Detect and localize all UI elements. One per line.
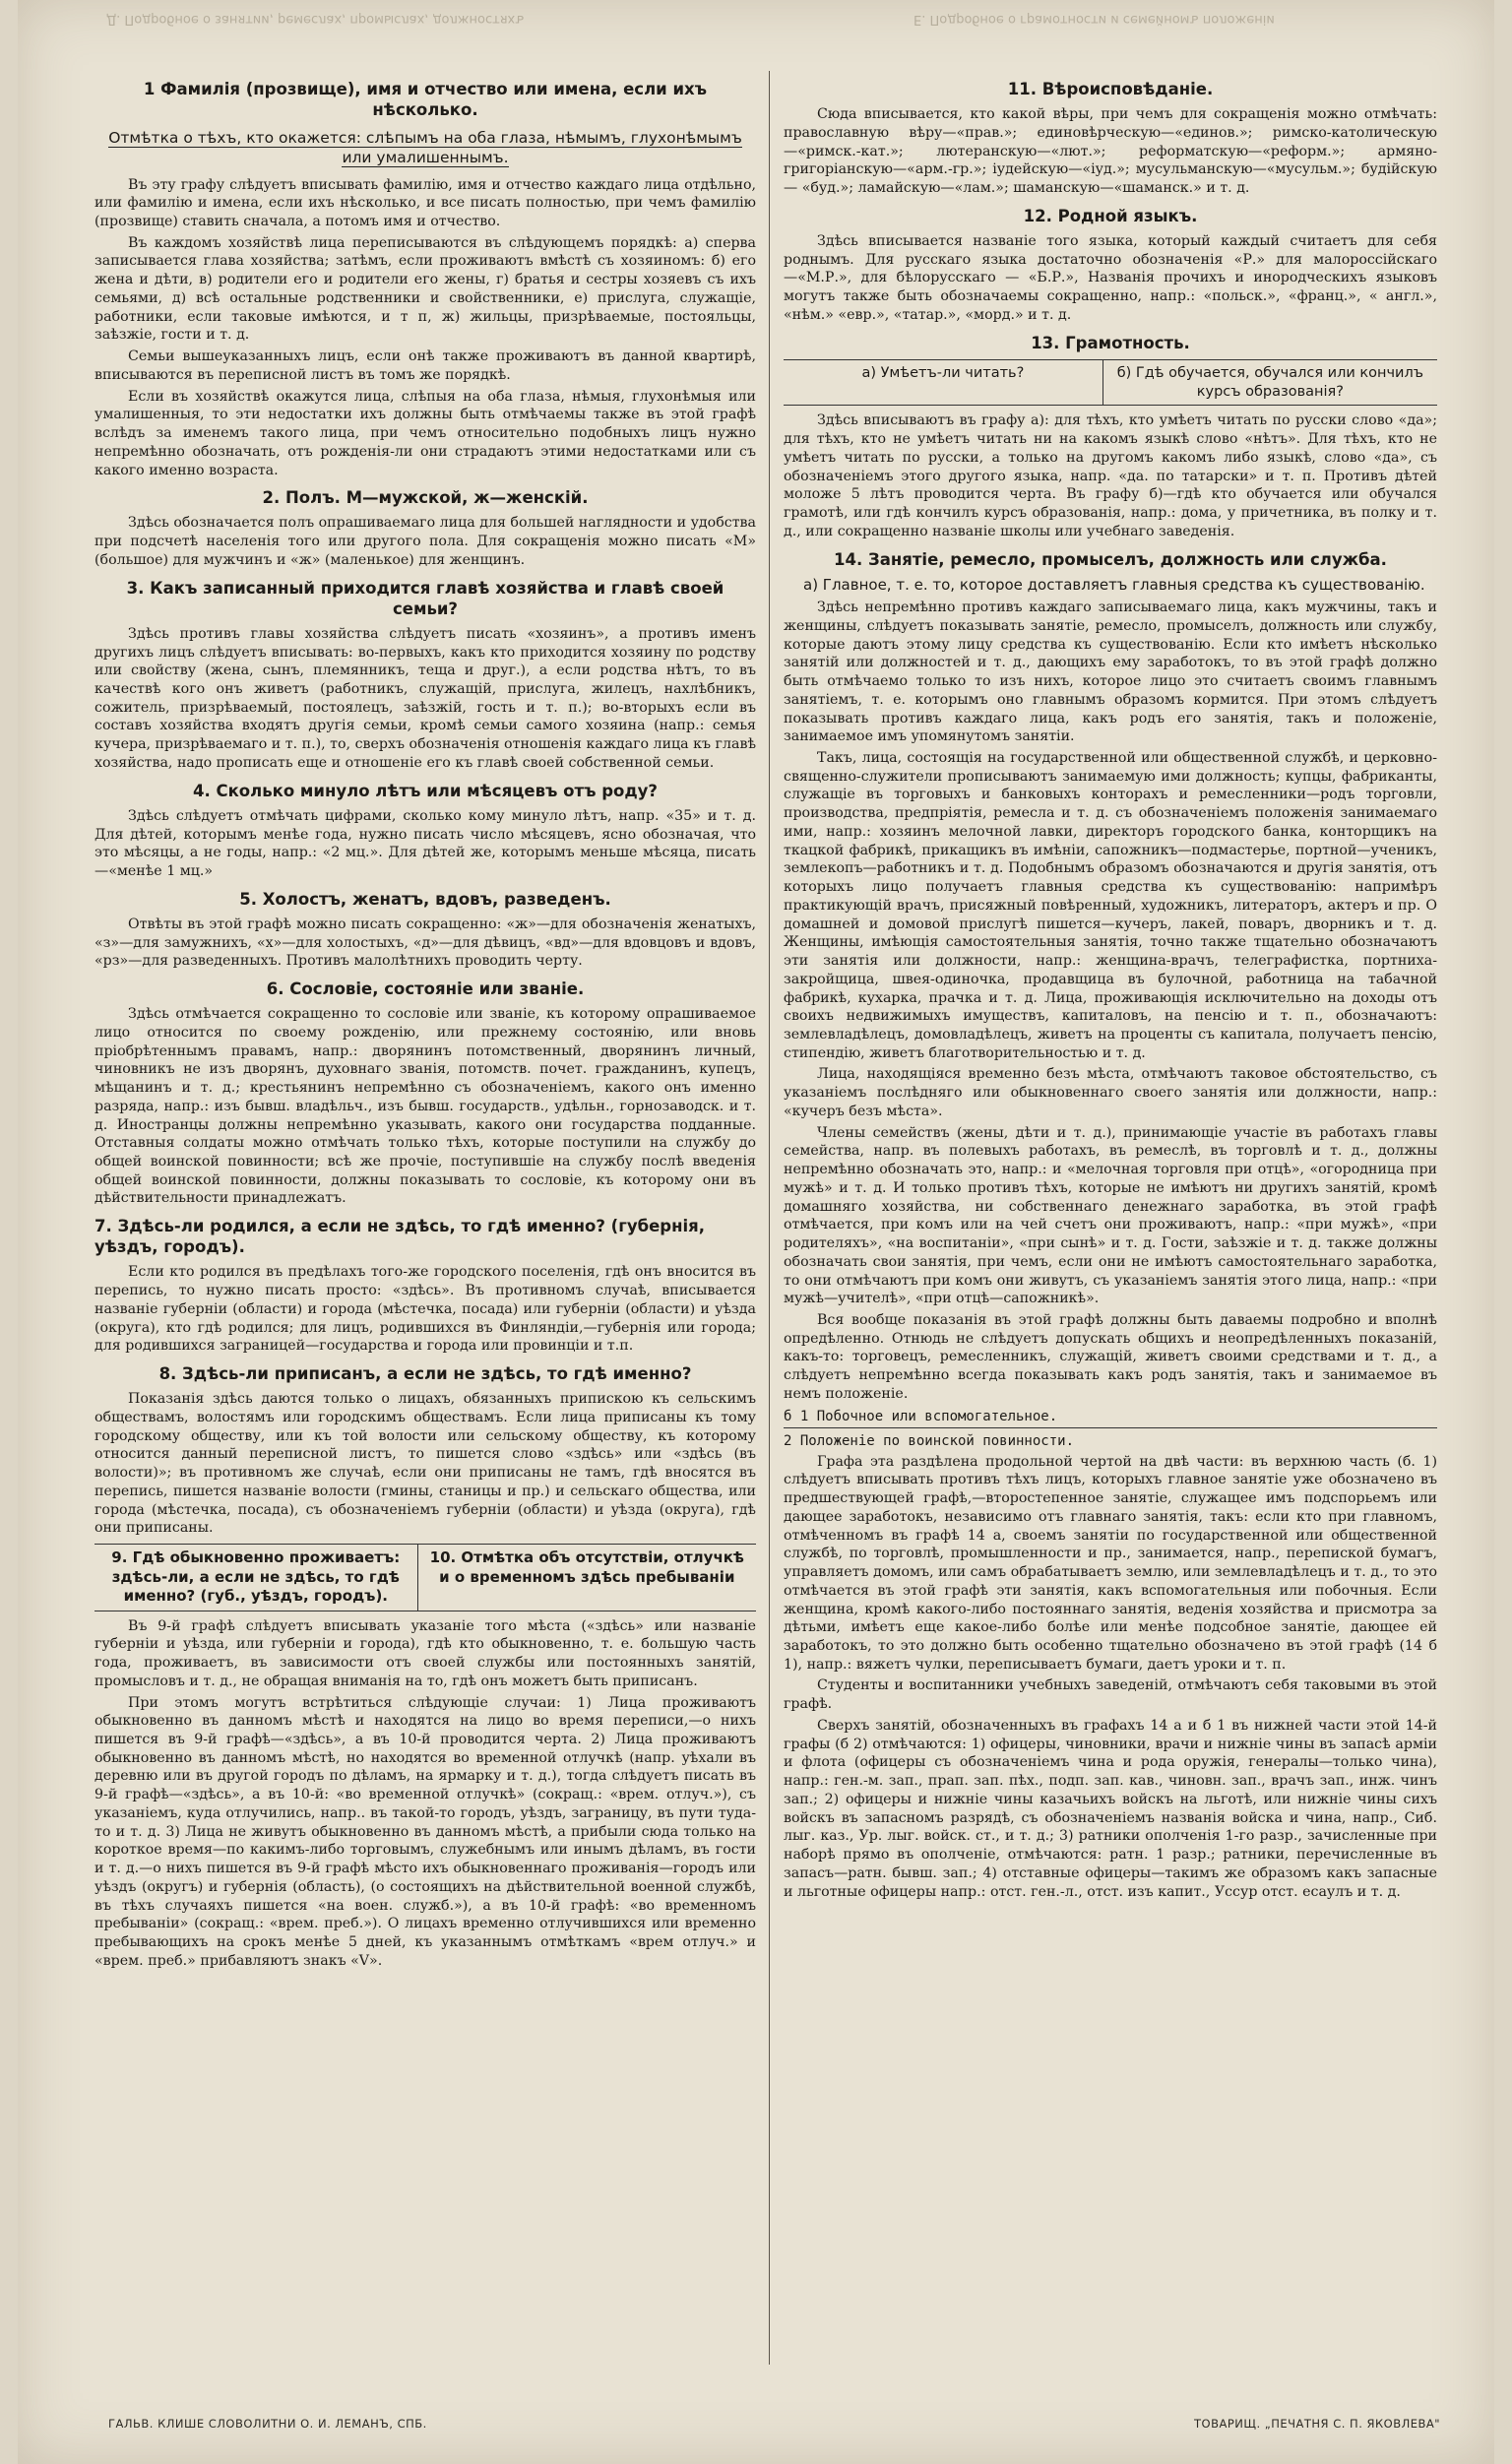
section-13-b: б) Гдѣ обучается, обучался или кончилъ курсъ образованія? — [1116, 364, 1423, 400]
section-3-paragraph: Здѣсь противъ главы хозяйства слѣдуетъ писать «хозяинъ», а противъ именъ другихъ лицъ слѣдуетъ вписывать: во-первыхъ, какъ кто приходится хозяину по родству или свойству (жена, сынъ, племянникъ, теща и друг.), а если родства нѣтъ, то въ качествѣ кого онъ живетъ (работникъ, служащій, прислуга, жилецъ, нахлѣбникъ, сожитель, призрѣваемый, постоялецъ, заѣзжій, гость и т. п.); во-вторыхъ если въ составъ хозяйства входятъ другія семьи, кромѣ семьи самого хозяина (напр.: семья кучера, призрѣваемаго и т. п.), то, сверхъ обозначенія отношенія каждаго лица къ главѣ хозяйства, надо прописать еще и отношеніе его къ главѣ своей собственной семьи. — [94, 625, 756, 771]
section-1-title: 1 Фамилія (прозвище), имя и отчество или имена, если ихъ нѣсколько. — [143, 80, 708, 120]
section-13-subheader — [784, 359, 1437, 407]
section-14-paragraph: Такъ, лица, состоящія на государственной или общественной службѣ, и церковно-священно-служители прописываютъ занимаемую ими должность; купцы, фабриканты, служащіе въ торговыхъ и банковыхъ конторахъ и ремесленники—родъ торговли, производства, предпріятія, ремесла и т. д. съ обозначеніемъ положенія занимаемаго ими, напр.: хозяинъ мелочной лавки, директоръ городского банка, конторщикъ на ткацкой фабрикѣ, прикащикъ въ имѣніи, сапожникъ—подмастерье, портной—ученикъ, землекопъ—работникъ и т. д. Подобнымъ образомъ обозначаются и другія занятія, отъ которыхъ лицо получаетъ главныя средства къ существованію: напримѣръ практикующій врачъ, присяжный повѣренный, художникъ, литераторъ, актеръ и пр. О домашней и домовой прислугѣ пишется—кучеръ, лакей, поваръ, дворникъ и т. д. Женщины, имѣющія самостоятельныя занятія, точно также тщательно обозначаютъ эти занятія или должности, напр.: женщина-врачъ, телеграфистка, портниха-закройщица, швея-одиночка, продавщица въ булочной, работница на табачной фабрикѣ, кухарка, прачка и т. д. Лица, проживающія исключительно на доходы отъ своихъ недвижимыхъ имуществъ, капиталовъ, на пенсію и т. п., обозначаютъ: землевладѣлецъ, домовладѣлецъ, живетъ на проценты съ капитала, получаетъ пенсію, стипендію, живетъ благотворительностью и т. д. — [784, 749, 1437, 1061]
bleed-text-right: Е. Подробное о грамотности и семейномъ положеніи — [914, 12, 1275, 27]
section-14-b1-head: б 1 Побочное или вспомогательное. — [784, 1408, 1437, 1428]
section-10-title: 10. Отмѣтка объ отсутствіи, отлучкѣ и о временномъ здѣсь пребываніи — [429, 1548, 744, 1586]
section-13-title: 13. Грамотность. — [1031, 333, 1190, 352]
section-6-title: 6. Сословіе, состояніе или званіе. — [266, 979, 585, 999]
section-2-paragraph: Здѣсь обозначается полъ опрашиваемаго лица для большей наглядности и удобства при подсчетѣ населенія того или другого пола. Для сокращенія можно писать «М» (большое) для мужчинъ и «ж» (маленькое) для женщинъ. — [94, 515, 756, 568]
printer-credit-right: ТОВАРИЩ. „ПЕЧАТНЯ С. П. ЯКОВЛЕВА" — [1194, 2417, 1441, 2431]
section-2-title: 2. Полъ. М—мужской, ж—женскій. — [262, 488, 589, 508]
bleed-text-left: Д. Подробное о занятии, ремеслах, промыслах, должностяхъ — [106, 12, 525, 27]
section-1-note — [94, 128, 756, 167]
section-1-paragraph: Если въ хозяйствѣ окажутся лица, слѣпыя на оба глаза, нѣмыя, глухонѣмыя или умалишенныя, то эти недостатки ихъ должны быть отмѣчаемы также въ этой графѣ вслѣдъ за именемъ такого лица, при чемъ относительно подобныхъ лицъ нужно непремѣнно обозначать, отъ рожденія-ли они страдаютъ этими недостатками или съ какого именно возраста. — [94, 388, 756, 478]
section-14-paragraph: Здѣсь непремѣнно противъ каждаго записываемаго лица, какъ мужчины, такъ и женщины, слѣдуетъ показывать занятіе, ремесло, промыселъ, должность или службу, которые даютъ этому лицу средства къ существованію. Если кто имѣетъ нѣсколько занятій или должностей и т. д., дающихъ ему заработокъ, то въ этой графѣ должно быть отмѣчаемо только то изъ нихъ, которое лицо это считаетъ своимъ главнымъ занятіемъ, т. е. которымъ оно главнымъ образомъ кормится. При этомъ слѣдуетъ показывать противъ каждаго лица, какъ родъ его занятія, такъ и положеніе, занимаемое имъ упомянутомъ занятіи. — [784, 600, 1437, 745]
section-1-paragraph: Въ эту графу слѣдуетъ вписывать фамилію, имя и отчество каждаго лица отдѣльно, или фамилію и имена, если ихъ нѣсколько, и все писать полностью, при чемъ фамилію (прозвище) ставить сначала, а потомъ имя и отчество. — [94, 176, 756, 229]
section-5-paragraph: Отвѣты въ этой графѣ можно писать сокращенно: «ж»—для обозначенія женатыхъ, «з»—для замужнихъ, «х»—для холостыхъ, «д»—для дѣвицъ, «вд»—для вдовцовъ и вдовъ, «рз»—для разведенныхъ. Противъ малолѣтнихъ проводить черту. — [94, 916, 756, 970]
section-11-title: 11. Вѣроисповѣданіе. — [1007, 80, 1214, 98]
section-14-paragraph: Студенты и воспитанники учебныхъ заведеній, отмѣчаютъ себя таковыми въ этой графѣ. — [784, 1677, 1437, 1713]
section-14-paragraph: Вся вообще показанія въ этой графѣ должны быть даваемы подробно и вполнѣ опредѣленно. Отнюдь не слѣдуетъ допускать общихъ и неопредѣленныхъ показаній, какъ-то: торговецъ, ремесленникъ, служащій, живетъ своими средствами и т. д., а слѣдуетъ непремѣнно всегда показывать какъ родъ занятія, такъ и занимаемое въ немъ положеніе. — [784, 1312, 1437, 1402]
section-14-b2-head: 2 Положеніе по воинской повинности. — [784, 1433, 1075, 1450]
section-14-subhead: а) Главное, т. е. то, которое доставляетъ главныя средства къ существованію. — [803, 575, 1425, 594]
section-8-title: 8. Здѣсь-ли приписанъ, а если не здѣсь, то гдѣ именно? — [158, 1364, 692, 1384]
census-instruction-sheet — [18, 0, 1494, 2464]
column-divider — [769, 71, 770, 2365]
section-1-paragraph: Семьи вышеуказанныхъ лицъ, если онѣ также проживаютъ въ данной квартирѣ, вписываются въ переписной листъ въ томъ же порядкѣ. — [94, 348, 756, 383]
section-4-paragraph: Здѣсь слѣдуетъ отмѣчать цифрами, сколько кому минуло лѣтъ, напр. «35» и т. д. Для дѣтей, которымъ менѣе года, нужно писать число мѣсяцевъ, ясно обозначая, что это мѣсяцы, а не годы, напр.: «2 мц.». Для дѣтей же, которымъ меньше мѣсяца, писать—«менѣе 1 мц.» — [94, 807, 756, 879]
section-6-paragraph: Здѣсь отмѣчается сокращенно то сословіе или званіе, къ которому опрашиваемое лицо относится по своему рожденію, или прежнему состоянію, или вновь пріобрѣтеннымъ правамъ, напр.: дворянинъ потомственный, дворянинъ личный, чиновникъ не изъ дворянъ, духовнаго званія, потомств. почет. гражданинъ, купецъ, мѣщанинъ и т. д.; крестьянинъ непремѣнно съ обозначеніемъ, какого онъ именно разряда, напр.: изъ бывш. владѣльч., изъ бывш. государств., удѣльн., горнозаводск. и т. д. Иностранцы должны непремѣнно указывать, какого они государства подданные. Отставныя солдаты можно отмѣчать только тѣхъ, которые поступили на службу до общей воинской повинности; всѣ же прочіе, поступившіе на службу послѣ введенія общей воинской повинности, должны показывать то сословіе, къ которому они въ дѣйствительности принадлежатъ. — [94, 1006, 756, 1207]
section-9-paragraph: Въ 9-й графѣ слѣдуетъ вписывать указаніе того мѣста («здѣсь» или названіе губерніи и уѣзда, или губерніи и города), гдѣ кто обыкновенно, т. е. большую часть года, проживаетъ, въ зависимости отъ своей службы или постоянныхъ занятій, промысловъ и т. д., не обращая вниманія на то, гдѣ онъ можетъ быть приписанъ. — [94, 1617, 756, 1689]
section-7-title: 7. Здѣсь-ли родился, а если не здѣсь, то гдѣ именно? (губернія, уѣздъ, городъ). — [94, 1217, 706, 1257]
section-14-paragraph: Лица, находящіяся временно безъ мѣста, отмѣчаютъ таковое обстоятельство, съ указаніемъ послѣдняго или обыкновеннаго своего занятія или должности, напр.: «кучеръ безъ мѣста». — [784, 1066, 1437, 1119]
left-column — [94, 71, 756, 2384]
section-14-paragraph: Члены семействъ (жены, дѣти и т. д.), принимающіе участіе въ работахъ главы семейства, напр. въ полевыхъ работахъ, въ ремеслѣ, въ торговлѣ и т. д., должны непремѣнно обозначать это, напр.: и «мелочная торговля при отцѣ», «огородница при мужѣ» и т. д. И только противъ тѣхъ, которые не имѣютъ ни другихъ занятій, кромѣ домашняго хозяйства, ни собственнаго денежнаго заработка, въ этой графѣ отмѣчается, при комъ или на чей счетъ они проживаютъ, напр.: «при мужѣ», «при родителяхъ», «на воспитаніи», «при сынѣ» и т. д. Гости, заѣзжіе и т. д. также должны обозначать свои занятія, при чемъ, если они не имѣютъ самостоятельнаго заработка, то они отмѣчаютъ при комъ они живутъ, съ указаніемъ занятія этого лица, напр.: «при мужѣ—учителѣ», «при отцѣ—сапожникѣ». — [784, 1124, 1437, 1307]
section-12-paragraph: Здѣсь вписывается названіе того языка, который каждый считаетъ для себя роднымъ. Для русскаго языка достаточно обозначенія «Р.» для малороссійскаго—«М.Р.», для бѣлорусскаго — «Б.Р.», Названія прочихъ и инородческихъ языковъ могутъ также быть обозначаемы сокращенно, напр.: «польск.», «франц.», « англ.», «нѣм.» «евр.», «татар.», «морд.» и т. д. — [784, 232, 1437, 323]
section-4-title: 4. Сколько минуло лѣтъ или мѣсяцевъ отъ роду? — [192, 781, 659, 800]
section-11-paragraph: Сюда вписывается, кто какой вѣры, при чемъ для сокращенія можно отмѣчать: православную вѣру—«прав.»; единовѣрческую—«единов.»; римско-католическую—«римск.-кат.»; лютеранскую—«лют.»; реформатскую—«реформ.»; армяно-григоріанскую—«арм.-гр.»; іудейскую—«іуд.»; мусульманскую—«мусульм.»; будійскую — «буд.»; ламайскую—«лам.»; шаманскую—«шаманск.» и т. д. — [784, 106, 1437, 197]
section-1-note-text: Отмѣтка о тѣхъ, кто окажется: слѣпымъ на оба глаза, нѣмымъ, глухонѣмымъ или умалишеннымъ. — [108, 129, 742, 167]
section-9-paragraph: При этомъ могутъ встрѣтиться слѣдующіе случаи: 1) Лица проживаютъ обыкновенно въ данномъ мѣстѣ и находятся на лицо во время переписи,—о нихъ пишется въ 9-й графѣ—«здѣсь», а въ 10-й проводится черта. 2) Лица проживаютъ обыкновенно въ данномъ мѣстѣ, но находятся во временной отлучкѣ (напр. уѣхали въ деревню или въ другой городъ по дѣламъ, на ярмарку и т. д.), тогда слѣдуетъ писать въ 9-й графѣ—«здѣсь», а въ 10-й: «во временной отлучкѣ» (сокращ.: «врем. отлуч.»), съ указаніемъ, куда отлучились, напр.. въ такой-то городъ, уѣздъ, заграницу, въ пути туда-то и т. д. 3) Лица не живутъ обыкновенно въ данномъ мѣстѣ, а прибыли сюда только на короткое время—по какимъ-либо торговымъ, служебнымъ или инымъ дѣламъ, въ гости и т. д.—о нихъ пишется въ 9-й графѣ мѣсто ихъ обыкновеннаго проживанія—городъ или уѣздъ (округъ) и губернія (область), (о состоящихъ на дѣйствительной военной службѣ, въ тѣхъ случаяхъ пишется «на воен. служб.»), а въ 10-й графѣ: «во временномъ пребываніи» (сокращ.: «врем. преб.»). О лицахъ временно отлучившихся или временно пребывающихъ на срокъ менѣе 5 дней, къ указаннымъ отмѣткамъ «врем отлуч.» и «врем. преб.» прибавляютъ знакъ «V». — [94, 1694, 756, 1969]
section-12-title: 12. Родной языкъ. — [1023, 206, 1198, 225]
right-column — [784, 71, 1437, 2384]
section-1-paragraph: Въ каждомъ хозяйствѣ лица переписываются въ слѣдующемъ порядкѣ: а) сперва записывается глава хозяйства; затѣмъ, если проживаютъ вмѣстѣ съ хозяиномъ: б) его жена и дѣти, в) родители его и родители его жены, г) братья и сестры хозяевъ съ ихъ семьями, д) всѣ остальные родственники и свойственники, е) прислуга, служащіе, работники, если таковые имѣются, и т п, ж) жильцы, призрѣваемые, постояльцы, заѣзжіе, гости и т. д. — [94, 234, 756, 344]
section-13-a: а) Умѣетъ-ли читать? — [784, 360, 1103, 406]
section-9-10-header — [94, 1544, 756, 1611]
section-14-paragraph: Графа эта раздѣлена продольной чертой на двѣ части: въ верхнюю часть (б. 1) слѣдуетъ вписывать противъ тѣхъ лицъ, которыхъ главное занятіе уже обозначено въ предшествующей графѣ,—второстепенное занятіе, служащее имъ подспорьемъ или дающее заработокъ, независимо отъ главнаго занятія, такъ: если кто при главномъ, отмѣченномъ въ графѣ 14 а, своемъ занятіи по государственной или общественной службѣ, по торговлѣ, промышленности и пр., занимается, напр., перепиской бумагъ, управляетъ домомъ, или самъ обрабатываетъ землю, или землевладѣлецъ и т. д., то это отмѣчается въ этой графѣ эти занятія, какъ вспомогательныя или побочныя. Если женщина, кромѣ какого-либо постояннаго занятія, веденія хозяйства и присмотра за дѣтьми, имѣетъ еще какое-либо болѣе или менѣе подсобное занятіе, дающее ей заработокъ, то это должно быть особенно тщательно обозначено въ этой графѣ (14 б 1), напр.: вяжетъ чулки, переписываетъ бумаги, даетъ уроки и т. п. — [784, 1453, 1437, 1673]
section-8-paragraph: Показанія здѣсь даются только о лицахъ, обязанныхъ припискою къ сельскимъ обществамъ, волостямъ или городскимъ обществамъ. Если лица приписаны къ тому городскому обществу, или къ той волости или сельскому обществу, къ которому относится данный переписной листъ, то пишется слово «здѣсь» или «здѣсь (въ волости)»; въ противномъ же случаѣ, если они приписаны не тамъ, гдѣ вносятся въ перепись, пишется названіе волости (гмины, станицы и пр.) и сельскаго общества, или города (мѣстечка, посада), съ обозначеніемъ губерніи (области) и уѣзда (округа), гдѣ они приписаны. — [94, 1391, 756, 1537]
section-14-title: 14. Занятіе, ремесло, промыселъ, должность или служба. — [834, 549, 1387, 569]
section-5-title: 5. Холостъ, женатъ, вдовъ, разведенъ. — [239, 889, 611, 909]
section-7-paragraph: Если кто родился въ предѣлахъ того-же городского поселенія, гдѣ онъ вносится въ перепись, то нужно писать просто: «здѣсь». Въ противномъ случаѣ, вписывается названіе губерніи (области) и города (мѣстечка, посада) или губерніи (области) и уѣзда (округа), кто гдѣ родился; для лицъ, родившихся въ Финляндіи,—губернія или города; для родившихся заграницей—государства и города или провинціи и т.п. — [94, 1264, 756, 1355]
section-3-title: 3. Какъ записанный приходится главѣ хозяйства и главѣ своей семьи? — [126, 578, 724, 618]
section-9-title: 9. Гдѣ обыкновенно проживаетъ: здѣсь-ли, а если не здѣсь, то гдѣ именно? (губ., уѣздъ, городъ). — [94, 1545, 418, 1611]
section-13-paragraph: Здѣсь вписываютъ въ графу а): для тѣхъ, кто умѣетъ читать по русски слово «да»; для тѣхъ, кто не умѣетъ читать ни на какомъ языкѣ слово «нѣтъ». Для тѣхъ, кто не умѣетъ читать по русски, а только на другомъ какомъ либо языкѣ, слово «да», съ обозначеніемъ этого другого языка, напр. «да. по татарски» и т. п. Противъ дѣтей моложе 5 лѣтъ проводится черта. Въ графу б)—гдѣ кто обучается или обучался грамотѣ, или гдѣ кончилъ курсъ образованія, напр.: дома, у причетника, въ полку и т. д., или сокращенно названіе школы или учебнаго заведенія. — [784, 412, 1437, 539]
printer-credit-left: ГАЛЬВ. КЛИШЕ СЛОВОЛИТНИ О. И. ЛЕМАНЪ, СПБ. — [108, 2417, 427, 2431]
bleed-through-text — [106, 12, 1425, 51]
section-14-paragraph: Сверхъ занятій, обозначенныхъ въ графахъ 14 а и б 1 въ нижней части этой 14-й графы (б 2) отмѣчаются: 1) офицеры, чиновники, врачи и нижніе чины въ запасѣ арміи и флота (офицеры съ обозначеніемъ чина и рода оружія, генералы—только чина), напр.: ген.-м. зап., прап. зап. пѣх., подп. зап. кав., чиновн. зап., врачъ зап., инж. чинъ зап.; 2) офицеры и нижніе чины казачьихъ войскъ на льготѣ, или нижніе чины сихъ войскъ въ запасномъ разрядѣ, съ обозначеніемъ названія войска и чина, напр., Сиб. лыг. каз., Ур. лыг. войск. ст., и т. д.; 3) ратники ополченія 1-го разр., зачисленные при наборѣ прямо въ ополченіе, отмѣчаются: ратн. 1 разр.; ратники, перечисленные въ запасъ—ратн. бывш. зап.; 4) отставные офицеры—такимъ же образомъ какъ запасные и льготные офицеры напр.: отст. ген.-л., отст. изъ капит., Уссур отст. есаулъ и т. д. — [784, 1717, 1437, 1900]
